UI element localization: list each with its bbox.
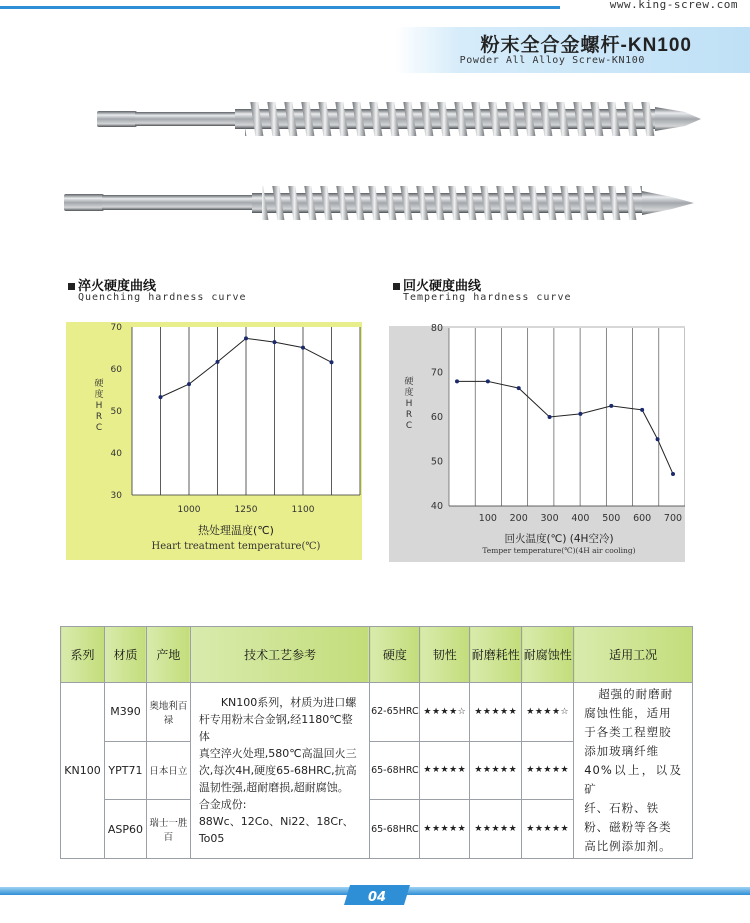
y-axis-label-char: R (405, 410, 413, 420)
tempering-hardness-chart (389, 322, 685, 562)
process-line: KN100系列，材质为进口螺 (220, 696, 357, 709)
screw-image-1 (95, 96, 705, 144)
spec-table (60, 626, 693, 859)
header-application: 适用工况 (574, 627, 693, 683)
application-line: 添加玻璃纤维 (584, 744, 660, 758)
corrosion-rating: ★★★★★ (522, 741, 574, 800)
wear-rating: ★★★★★ (470, 741, 522, 800)
header-material: 材质 (104, 627, 146, 683)
tempering-title-text: 回火硬度曲线 (403, 279, 482, 294)
origin-cell: 瑞士一胜百 (146, 800, 190, 859)
y-tick-label: 40 (430, 501, 443, 512)
bullet-square-icon (68, 283, 75, 290)
process-cell (190, 683, 370, 859)
y-tick-label: 50 (110, 407, 122, 417)
x-tick-label: 300 (540, 513, 559, 524)
header-series: 系列 (61, 627, 105, 683)
table-header-row (61, 627, 693, 683)
wear-rating: ★★★★★ (470, 800, 522, 859)
tempering-chart-subtitle: Tempering hardness curve (403, 292, 572, 303)
x-axis-label-en: Temper temperature(℃)(4H air cooling) (482, 546, 636, 555)
x-tick-label: 1000 (177, 505, 201, 515)
y-tick-label: 30 (110, 491, 122, 501)
data-point (187, 382, 191, 386)
x-tick-label: 200 (509, 513, 528, 524)
x-tick-label: 400 (571, 513, 590, 524)
data-point (159, 395, 163, 399)
y-axis-label-char: H (405, 399, 413, 409)
application-line: 粉、磁粉等各类 (584, 820, 672, 834)
x-tick-label: 700 (663, 513, 683, 524)
quenching-hardness-chart (66, 318, 362, 560)
quenching-chart-subtitle: Quenching hardness curve (78, 292, 247, 303)
process-line: 合金成份: (198, 798, 247, 811)
x-axis-label-en: Heart treatment temperature(℃) (151, 541, 321, 552)
y-axis-label-char: 硬 (404, 377, 414, 387)
header-process: 技术工艺参考 (190, 627, 370, 683)
data-point (301, 346, 305, 350)
data-point (273, 340, 277, 344)
corrosion-rating: ★★★★☆ (522, 683, 574, 742)
origin-cell: 奥地利百禄 (146, 683, 190, 742)
y-tick-label: 80 (430, 323, 443, 334)
top-accent-bar (0, 6, 560, 9)
header-toughness: 韧性 (420, 627, 470, 683)
application-line: 纤、石粉、铁 (584, 801, 660, 815)
page-title: 粉末全合金螺杆-KN100 (480, 35, 692, 56)
header-origin: 产地 (146, 627, 190, 683)
y-axis-label-char: 度 (94, 390, 104, 400)
y-tick-label: 60 (110, 365, 122, 375)
y-axis-label-char: C (405, 421, 413, 431)
y-axis-label-char: 硬 (94, 379, 104, 389)
x-tick-label: 500 (602, 513, 621, 524)
data-point (609, 404, 613, 408)
toughness-rating: ★★★★☆ (420, 683, 470, 742)
toughness-rating: ★★★★★ (420, 800, 470, 859)
y-axis-label-char: R (95, 412, 103, 422)
hardness-cell: 65-68HRC (370, 800, 420, 859)
y-tick-label: 50 (430, 456, 443, 468)
data-point (640, 408, 644, 412)
process-line: 次,每次4H,硬度65-68HRC,抗高 (198, 764, 357, 777)
y-tick-label: 70 (110, 323, 122, 333)
y-tick-label: 60 (430, 412, 443, 423)
series-cell: KN100 (61, 683, 105, 859)
application-line: 超强的耐磨耐 (598, 687, 674, 701)
data-point (244, 336, 248, 340)
toughness-rating: ★★★★★ (420, 741, 470, 800)
hardness-cell: 65-68HRC (370, 741, 420, 800)
process-line: 杆专用粉末合金钢,经1180℃整体 (198, 713, 353, 743)
x-tick-label: 1250 (234, 505, 258, 515)
material-cell: YPT71 (104, 741, 146, 800)
process-line: 温韧性强,超耐磨损,超耐腐蚀。 (198, 781, 349, 794)
material-cell: ASP60 (104, 800, 146, 859)
page-subtitle: Powder All Alloy Screw-KN100 (459, 55, 645, 66)
header-corrosion: 耐腐蚀性 (522, 627, 574, 683)
table-row (61, 683, 693, 742)
y-tick-label: 40 (110, 449, 122, 459)
application-line: 40%以上，以及矿 (584, 763, 682, 796)
website-url[interactable]: www.king-screw.com (609, 0, 738, 11)
x-axis-label-cn: 热处理温度(℃) (198, 524, 274, 537)
x-tick-label: 1100 (291, 505, 315, 515)
bullet-square-icon (393, 283, 400, 290)
data-point (455, 379, 459, 383)
quenching-title-text: 淬火硬度曲线 (78, 279, 157, 294)
data-point (517, 386, 521, 390)
y-tick-label: 70 (430, 367, 443, 379)
application-line: 腐蚀性能，适用 (584, 706, 672, 720)
header-wear: 耐磨耗性 (470, 627, 522, 683)
hardness-cell: 62-65HRC (370, 683, 420, 742)
material-cell: M390 (104, 683, 146, 742)
y-axis-label-char: 度 (404, 388, 414, 398)
x-axis-label-cn: 回火温度(℃) (4H空冷) (504, 533, 614, 545)
data-point (671, 472, 675, 476)
data-point (330, 360, 334, 364)
data-point (486, 379, 490, 383)
page-number: 04 (367, 890, 387, 905)
wear-rating: ★★★★★ (470, 683, 522, 742)
screw-image-2 (62, 180, 702, 228)
x-tick-label: 600 (633, 513, 652, 524)
data-point (578, 412, 582, 416)
header-hardness: 硬度 (370, 627, 420, 683)
process-line: 88Wc、12Co、Ni22、18Cr、To05 (198, 815, 354, 845)
corrosion-rating: ★★★★★ (522, 800, 574, 859)
application-line: 于各类工程塑胶 (584, 725, 672, 739)
page-footer (0, 885, 750, 923)
application-line: 高比例添加剂。 (584, 839, 672, 853)
x-tick-label: 100 (478, 513, 497, 524)
data-point (656, 437, 660, 441)
top-strip (0, 0, 750, 14)
process-line: 真空淬火处理,580℃高温回火三 (198, 747, 357, 760)
origin-cell: 日本日立 (146, 741, 190, 800)
application-cell (574, 683, 693, 859)
y-axis-label-char: C (95, 423, 103, 433)
y-axis-label-char: H (95, 401, 103, 411)
data-point (216, 360, 220, 364)
data-point (548, 415, 552, 419)
plot-area (449, 328, 685, 506)
